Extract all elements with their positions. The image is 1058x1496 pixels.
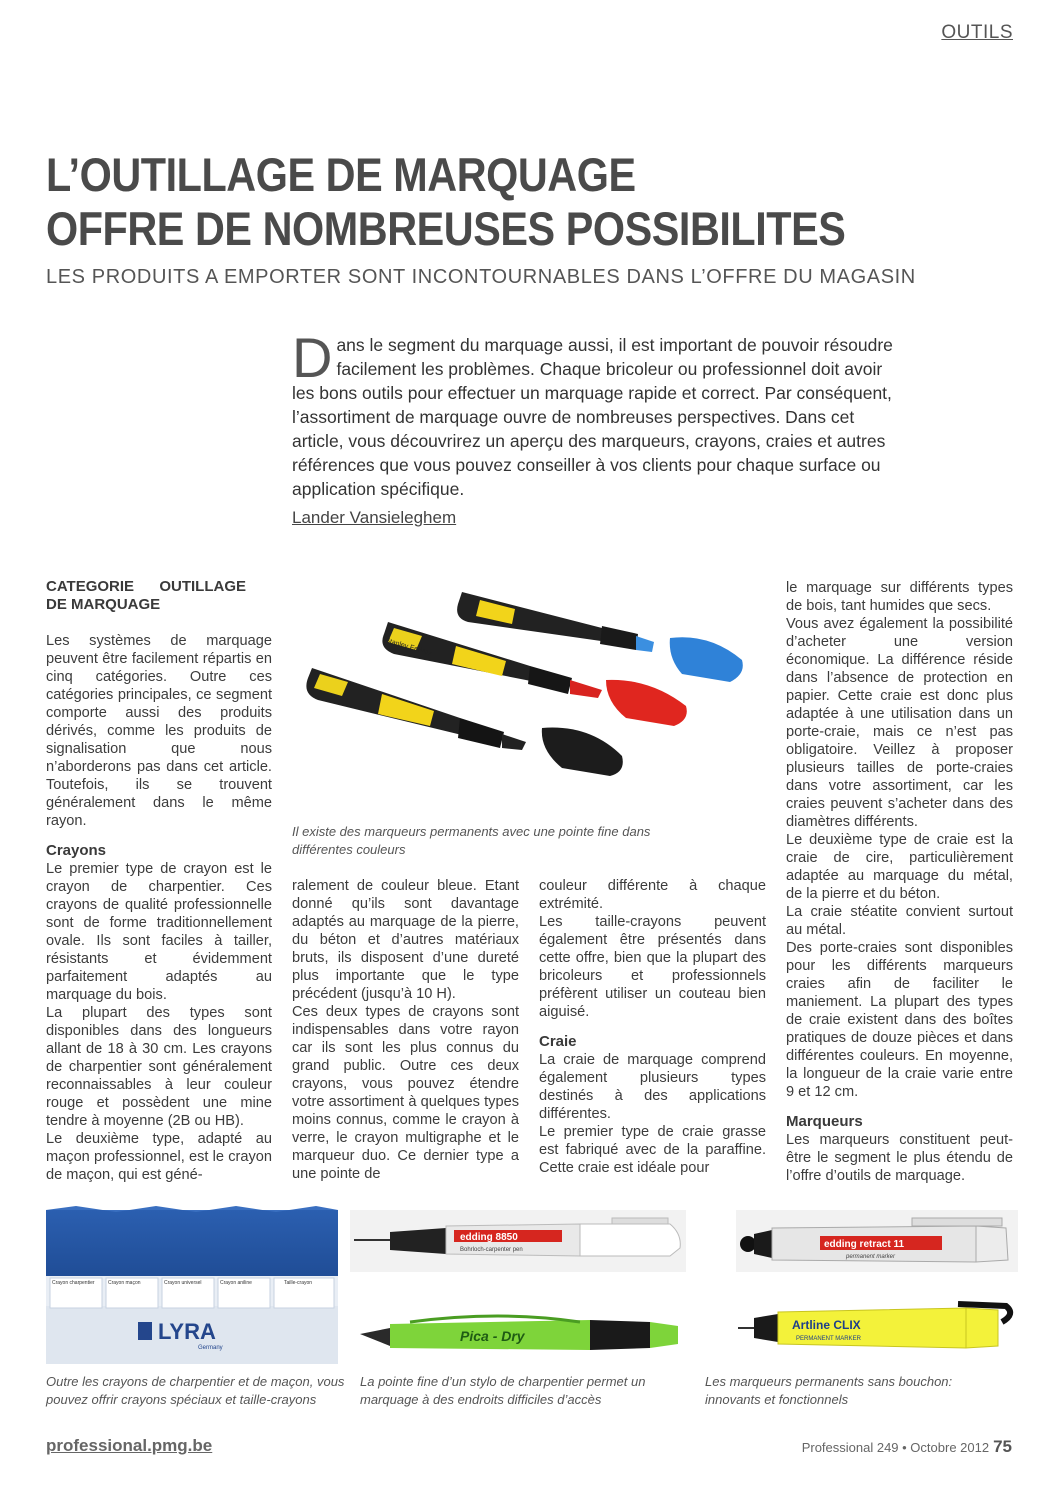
article-subtitle: LES PRODUITS A EMPORTER SONT INCONTOURNABLES DANS L’OFFRE DU MAGASIN	[46, 266, 916, 288]
edding-retract-label: edding retract 11	[824, 1239, 905, 1250]
pica-label: Pica - Dry	[460, 1328, 525, 1344]
section-heading: CATEGORIE OUTILLAGE DE MARQUAGE	[46, 578, 246, 613]
lyra-label-3: Crayon universel	[164, 1280, 202, 1286]
subheading-crayons: Crayons	[46, 842, 107, 859]
carpenter-pens-photo	[350, 1210, 686, 1370]
page-number: 75	[993, 1437, 1012, 1456]
paragraph: Le deuxième type, adapté au maçon professionnel, est le crayon de maçon, qui est géné-	[46, 1131, 272, 1183]
title-line-2: OFFRE DE NOMBREUSES POSSIBILITES	[46, 202, 846, 255]
paragraph: Vous avez également la possibilité d’acheter une version économique. La différence réside dans l’absence de protection en papier. Cette craie est donc plus adaptée à une utilisation dans un porte-craie, mais ce n’est pas obligatoire. Veillez à proposer plusieurs tailles de porte-craies dans votre assortiment, car les craies peuvent s’acheter dans des diamètres différents.	[786, 616, 1013, 830]
paragraph: Le deuxième type de craie est la craie de cire, particulièrement adaptée au marquage du métal, de la pierre et du béton.	[786, 832, 1013, 902]
paragraph: Ces deux types de crayons sont indispensables dans votre rayon car ils sont les plus connus du grand public. Outre ces deux crayons, vous pouvez étendre votre assortiment à quelques types moins connus, comme le crayon à verre, le crayon multigraphe et le marqueur duo. Ce dernier type a une pointe de	[292, 1004, 519, 1182]
marker-brand-label: Stanley FatMax	[384, 637, 434, 658]
drop-cap: D	[292, 326, 333, 389]
article-intro	[292, 326, 902, 501]
column-3	[539, 877, 766, 1177]
subheading-marqueurs: Marqueurs	[786, 1113, 863, 1130]
lyra-country: Germany	[198, 1345, 223, 1351]
footer-issue	[802, 1437, 1012, 1457]
lyra-caption: Outre les crayons de charpentier et de maçon, vous pouvez offrir crayons spéciaux et taille-crayons	[46, 1374, 345, 1407]
paragraph: Le premier type de crayon est le crayon de charpentier. Ces crayons de qualité professionnelle sont de forme traditionnellement ovale. Ils sont faciles à tailler, résistants et évidemment parfaitement adaptés au marquage du bois.	[46, 861, 272, 1003]
paragraph: Les marqueurs constituent peut-être le segment le plus étendu de l’offre d’outils de marquage.	[786, 1132, 1013, 1184]
issue-info: Professional 249 • Octobre 2012	[801, 1440, 990, 1455]
paragraph: La craie stéatite convient surtout au métal.	[786, 904, 1013, 938]
lyra-label-2: Crayon maçon	[108, 1280, 141, 1286]
edding-retract-sub: permanent marker	[846, 1254, 896, 1260]
lyra-label-1: Crayon charpentier	[52, 1280, 95, 1286]
edding-8850-label: edding 8850	[460, 1232, 518, 1243]
paragraph: le marquage sur différents types de bois, tant humides que secs.	[786, 580, 1013, 614]
artline-label: Artline CLIX	[792, 1318, 861, 1332]
section-tag: OUTILS	[941, 22, 1013, 43]
intro-text: ans le segment du marquage aussi, il est important de pouvoir résoudre facilement les problèmes. Chaque bricoleur ou professionnel doit avoir les bons outils pour effectuer un marquage rapide et correct. Par conséquent, l’assortiment de marquage ouvre de nombreuses perspectives. Dans cet article, vous découvrirez un aperçu des marqueurs, crayons, craies et autres références que vous pouvez conseiller à vos clients pour chaque surface ou application spécifique.	[292, 335, 893, 499]
column-2	[292, 877, 519, 1183]
paragraph: Des porte-craies sont disponibles pour les différents marqueurs craies afin de faciliter le maniement. La plupart des types de craie existent dans des boîtes pratiques de douze pièces et dans différentes couleurs. En moyenne, la longueur de la craie varie entre 9 et 12 cm.	[786, 940, 1013, 1100]
author-byline: Lander Vansieleghem	[292, 508, 457, 527]
markers-photo	[290, 578, 760, 818]
paragraph: Les taille-crayons peuvent également être présentés dans cette offre, bien que la plupart des bricoleurs et professionnels préfèrent utiliser un couteau bien aiguisé.	[539, 914, 766, 1020]
artline-sub: PERMANENT MARKER	[796, 1336, 861, 1342]
paragraph: couleur différente à chaque extrémité.	[539, 878, 766, 912]
paragraph: Le premier type de craie grasse est fabriqué avec de la paraffine. Cette craie est idéale pour	[539, 1124, 766, 1176]
retract-caption: Les marqueurs permanents sans bouchon: innovants et fonctionnels	[705, 1374, 953, 1407]
paragraph: ralement de couleur bleue. Etant donné qu’ils sont davantage adaptés au marquage de la pierre, du béton et d’autres matériaux bruts, ils disposent d’une dureté plus importante que le type précédent (jusqu’à 10 H).	[292, 878, 519, 1002]
column-4	[786, 579, 1013, 1185]
paragraph: Les systèmes de marquage peuvent être facilement répartis en cinq catégories. Outre ces catégories principales, ce segment comporte aussi des produits dérivés, comme les produits de signalisation que nous n’aborderons pas dans cet article. Toutefois, ils se trouvent généralement dans le même rayon.	[46, 633, 272, 829]
website-link[interactable]: professional.pmg.be	[46, 1436, 213, 1455]
paragraph: La craie de marquage comprend également plusieurs types destinés à des applications différentes.	[539, 1052, 766, 1122]
lyra-label-4: Crayon aniline	[220, 1280, 252, 1286]
column-1	[46, 578, 272, 1184]
edding-8850-sub: Bohrloch-carpenter pen	[460, 1247, 523, 1253]
lyra-logo: LYRA	[158, 1319, 216, 1344]
subheading-craie: Craie	[539, 1033, 577, 1050]
retract-markers-photo	[736, 1210, 1018, 1370]
article-title	[46, 148, 891, 256]
markers-caption: Il existe des marqueurs permanents avec une pointe fine dans différentes couleurs	[292, 824, 651, 857]
lyra-label-5: Taille-crayon	[284, 1280, 313, 1286]
title-line-1: L’OUTILLAGE DE MARQUAGE	[46, 148, 636, 201]
pencil-caption: La pointe fine d’un stylo de charpentier permet un marquage à des endroits difficiles d’accès	[360, 1374, 646, 1407]
lyra-display-photo	[46, 1206, 342, 1366]
paragraph: La plupart des types sont disponibles dans des longueurs allant de 18 à 30 cm. Les crayons de charpentier sont généralement reconnaissables à leur couleur rouge et possèdent une mine tendre à moyenne (2B ou HB).	[46, 1005, 272, 1129]
